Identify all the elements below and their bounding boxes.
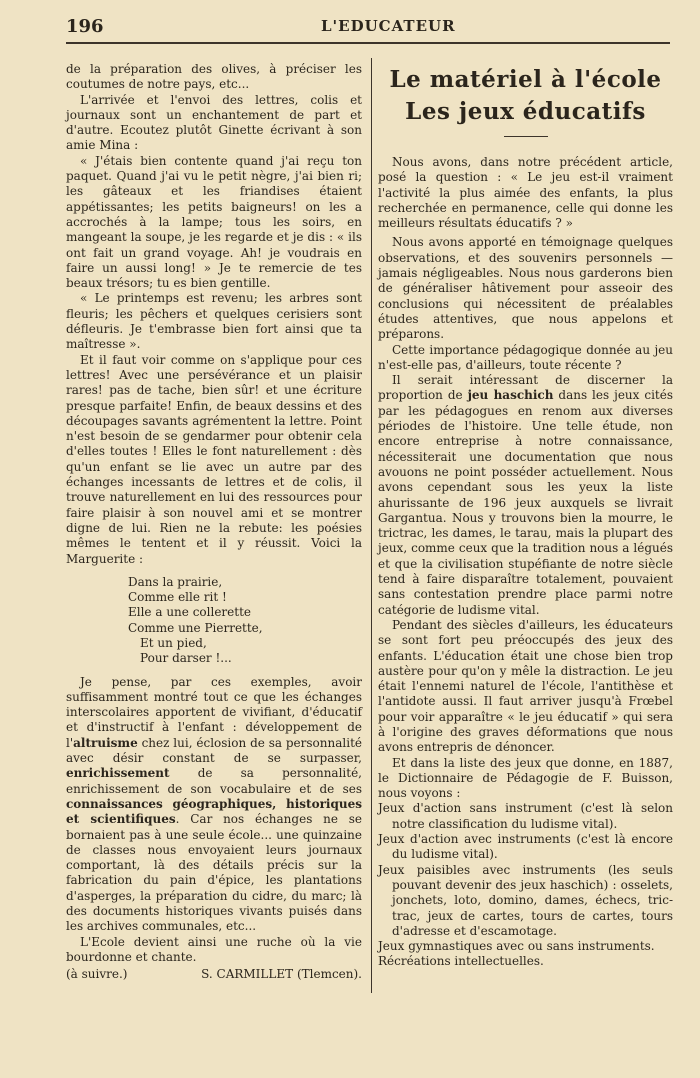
paragraph: Nous avons apporté en témoignage quelques observations, et des souvenirs personnels — jamais négligeables. Nous nous garderons bien de généraliser hâtivement pour asseoir des conclusions qui nécessitent de préalables études attentives, que nous appelons et préparons. [378, 235, 673, 342]
list-item: Jeux d'action avec instruments (c'est là encore du ludisme vital). [378, 832, 673, 862]
paragraph: Nous avons, dans notre précédent article, posé la question : « Le jeu est-il vraiment l'activité la plus aimée des enfants, la plus recherchée en permanence, celle qui donne les meilleurs résultats éducatifs ? » [378, 155, 673, 231]
title-line: Le matériel à l'école [389, 66, 662, 93]
paragraph: « J'étais bien contente quand j'ai reçu ton paquet. Quand j'ai vu le petit nègre, j'ai bien ri; les gâteaux et les friandises étaient appétissantes; les petits baigneurs! on les a accrochés à la lampe; tous les soirs, en mangeant la soupe, je les regarde et je dis : « ils ont fait un grand voyage. Ah! je voudrais en faire un aussi long! » Je te remercie de tes beaux trésors; tu es bien gentille. [66, 153, 362, 291]
column-divider [371, 58, 372, 993]
title-rule [504, 136, 548, 137]
paragraph: Et dans la liste des jeux que donne, en 1887, le Dictionnaire de Pédagogie de F. Buisson, nous voyons : [378, 755, 673, 801]
paragraph: L'Ecole devient ainsi une ruche où la vie bourdonne et chante. [66, 934, 362, 964]
games-list [378, 801, 673, 969]
poem [128, 575, 362, 667]
bold-term: connaissances géographiques, historiques et scientifiques [66, 796, 362, 827]
article-title [378, 64, 673, 128]
paragraph: Il serait intéressant de discerner la proportion de jeu haschich dans les jeux cités par les pédagogues en renom aux diverses périodes de l'histoire. Une telle étude, non encore entreprise à notre connaissance, nécessiterait une documentation que nous avouons ne point posséder actuellement. Nous avons cependant sous les yeux la liste ahurissante de 196 jeux auxquels se livrait Gargantua. Nous y trouvons bien la mourre, le trictrac, les dames, le tarau, mais la plupart des jeux, comme ceux que la tradition nous a légués et que la civilisation stupéfiante de notre siècle tend à faire disparaître totalement, pouvaient sans contestation prendre place parmi notre catégorie de ludisme vital. [378, 373, 673, 617]
journal-name: L'EDUCATEUR [321, 17, 456, 35]
bold-term: jeu haschich [467, 388, 554, 403]
poem-line: Et un pied, [140, 635, 207, 650]
paragraph: « Le printemps est revenu; les arbres sont fleuris; les pêchers et quelques cerisiers sont défleuris. Je t'embrasse bien fort ainsi que ta maîtresse ». [66, 291, 362, 352]
paragraph: L'arrivée et l'envoi des lettres, colis et journaux sont un enchantement de part et d'autre. Ecoutez plutôt Ginette écrivant à son amie Mina : [66, 92, 362, 153]
paragraph: de la préparation des olives, à préciser les coutumes de notre pays, etc... [66, 62, 362, 92]
signature-line [66, 967, 362, 982]
to-be-continued: (à suivre.) [66, 967, 128, 982]
paragraph: Pendant des siècles d'ailleurs, les éducateurs se sont fort peu préoccupés des jeux des enfants. L'éducation était une chose bien trop austère pour qu'on y mêle la distraction. Le jeu était l'ennemi naturel de l'école, l'antithèse et l'antidote aussi. Il faut arriver jusqu'à Frœbel pour voir apparaître « le jeu éducatif » qui sera à l'origine des graves déformations que nous avons entrepris de dénoncer. [378, 617, 673, 755]
poem-line: Comme une Pierrette, [128, 620, 263, 635]
bold-term: altruisme [73, 735, 138, 750]
title-line: Les jeux éducatifs [405, 98, 646, 125]
list-item: Jeux gymnastiques avec ou sans instruments. [378, 939, 655, 954]
poem-line: Dans la prairie, [128, 574, 223, 589]
paragraph: Et il faut voir comme on s'applique pour ces lettres! Avec une persévérance et un plaisir rares! pas de tache, bien sûr! et une écriture presque parfaite! Enfin, de beaux dessins et des découpages savants agrémentent la lettre. Point n'est besoin de se gendarmer pour obtenir cela d'elles toutes ! Elles le font naturellement : dès qu'un enfant se lie avec un autre par des échanges incessants de lettres et de colis, il trouve naturellement en lui des ressources pour faire plaisir à son nouvel ami et se montrer digne de lui. Rien ne la rebute: les poésies mêmes le tentent et il y réussit. Voici la Marguerite : [66, 352, 362, 566]
header-rule [66, 42, 670, 44]
paragraph: Je pense, par ces exemples, avoir suffisamment montré tout ce que les échanges interscolaires apportent de vivifiant, d'éducatif et d'instructif à l'enfant : développement de l'altruisme chez lui, éclosion de sa personnalité avec désir constant de se surpasser, enrichissement de sa personnalité, enrichissement de son vocabulaire et de ses connaissances géographiques, historiques et scientifiques. Car nos échanges ne se bornaient pas à une seule école... une quinzaine de classes nous envoyaient leurs journaux comportant, là des détails précis sur la fabrication du pain d'épice, les plantations d'asperges, la préparation du cidre, du marc; là des documents historiques vivants puisés dans les archives communales, etc... [66, 674, 362, 934]
left-column [66, 62, 362, 983]
list-item: Jeux d'action sans instrument (c'est là selon notre classification du ludisme vital). [378, 801, 673, 831]
paragraph: Cette importance pédagogique donnée au jeu n'est-elle pas, d'ailleurs, toute récente ? [378, 342, 673, 372]
poem-line: Elle a une collerette [128, 605, 251, 620]
right-column [378, 62, 673, 970]
poem-line: Comme elle rit ! [128, 590, 227, 605]
list-item: Récréations intellectuelles. [378, 954, 544, 969]
poem-line: Pour darser !... [140, 651, 232, 666]
page-number: 196 [66, 16, 104, 37]
author-signature: S. CARMILLET (Tlemcen). [201, 967, 362, 982]
bold-term: enrichissement [66, 766, 170, 781]
running-header [66, 14, 670, 44]
list-item: Jeux paisibles avec instruments (les seuls pouvant devenir des jeux haschich) : osselets, jonchets, loto, domino, dames, échecs, tric-trac, jeux de cartes, tours de cartes, tours d'adresse et d'escamotage. [378, 862, 673, 938]
